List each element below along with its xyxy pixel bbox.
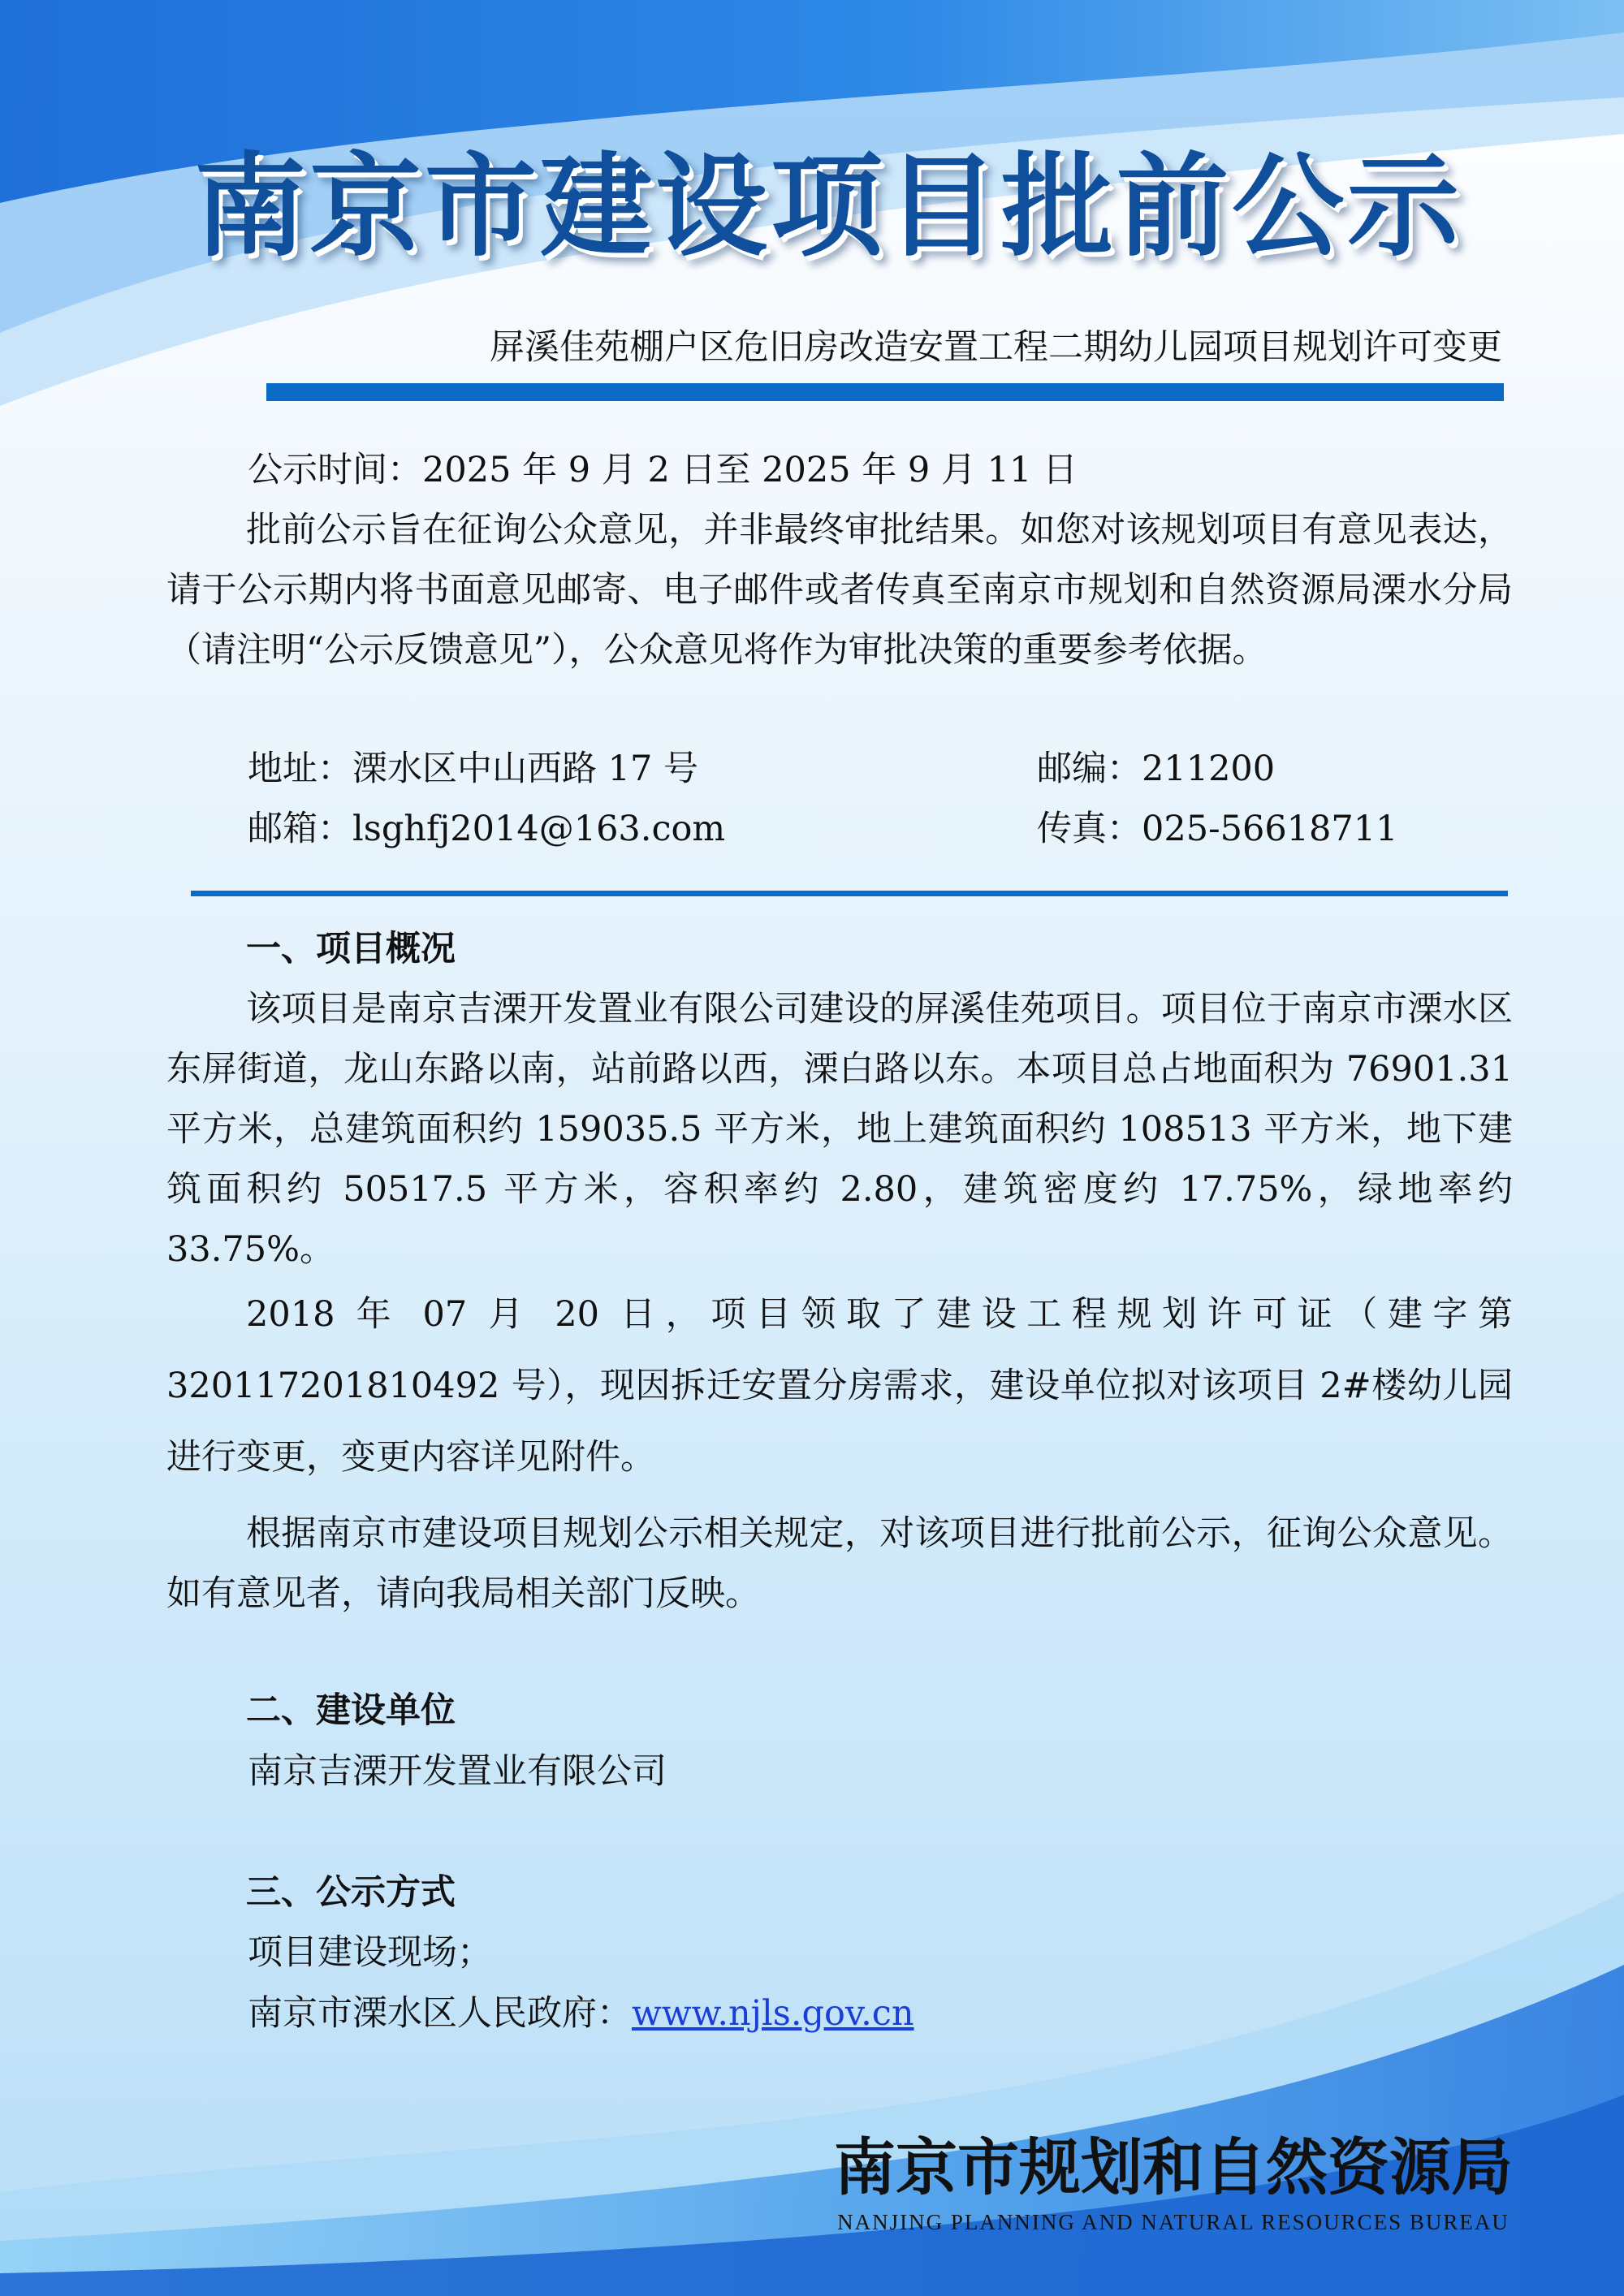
- method-site: 项目建设现场；: [248, 1932, 492, 1973]
- section-divider: [191, 891, 1508, 896]
- method-website: [248, 1983, 914, 2044]
- overview-paragraph-1: 该项目是南京吉溧开发置业有限公司建设的屏溪佳苑项目。项目位于南京市溧水区东屏街道，龙山东路以南，站前路以西，溧白路以东。本项目总占地面积为 76901.31 平方米，总建筑面积约 159035.5 平方米，地上建筑面积约 108513 平方米，地下建筑面积约 50517.5 平方米，容积率约 2.80，建筑密度约 17.75%，绿地率约 33.75%。: [166, 989, 1513, 1270]
- bureau-name-en: NANJING PLANNING AND NATURAL RESOURCES BUREAU: [837, 2210, 1510, 2234]
- contact-address: 地址：溧水区中山西路 17 号: [248, 749, 699, 789]
- notice-period: 公示时间：2025 年 9 月 2 日至 2025 年 9 月 11 日: [248, 450, 1078, 490]
- section-heading-overview: 一、项目概况: [246, 929, 456, 969]
- contact-fax: 传真：025-56618711: [1037, 809, 1398, 849]
- project-subtitle: 屏溪佳苑棚户区危旧房改造安置工程二期幼儿园项目规划许可变更: [490, 327, 1502, 368]
- overview-paragraph-3: 根据南京市建设项目规划公示相关规定，对该项目进行批前公示，征询公众意见。如有意见者，请向我局相关部门反映。: [166, 1513, 1513, 1614]
- method-website-label: 南京市溧水区人民政府：: [248, 1993, 632, 2034]
- contact-postcode: 邮编：211200: [1037, 749, 1276, 789]
- main-title: 南京市建设项目批前公示: [193, 141, 1462, 272]
- contact-email: 邮箱：lsghfj2014@163.com: [248, 809, 726, 849]
- overview-paragraph-2: 2018 年 07 月 20 日，项目领取了建设工程规划许可证（建字第320117201810492 号），现因拆迁安置分房需求，建设单位拟对该项目 2#楼幼儿园进行变更，变更内容详见附件。: [166, 1294, 1513, 1478]
- notice-intro: 批前公示旨在征询公众意见，并非最终审批结果。如您对该规划项目有意见表达，请于公示期内将书面意见邮寄、电子邮件或者传真至南京市规划和自然资源局溧水分局（请注明“公示反馈意见”），公众意见将作为审批决策的重要参考依据。: [166, 510, 1513, 671]
- title-underline: [266, 383, 1504, 401]
- builder-company: 南京吉溧开发置业有限公司: [248, 1751, 667, 1792]
- bureau-name-cn: 南京市规划和自然资源局: [834, 2131, 1513, 2203]
- government-website-link[interactable]: www.njls.gov.cn: [632, 1993, 914, 2034]
- section-heading-method: 三、公示方式: [246, 1872, 456, 1913]
- section-heading-builder: 二、建设单位: [246, 1690, 456, 1731]
